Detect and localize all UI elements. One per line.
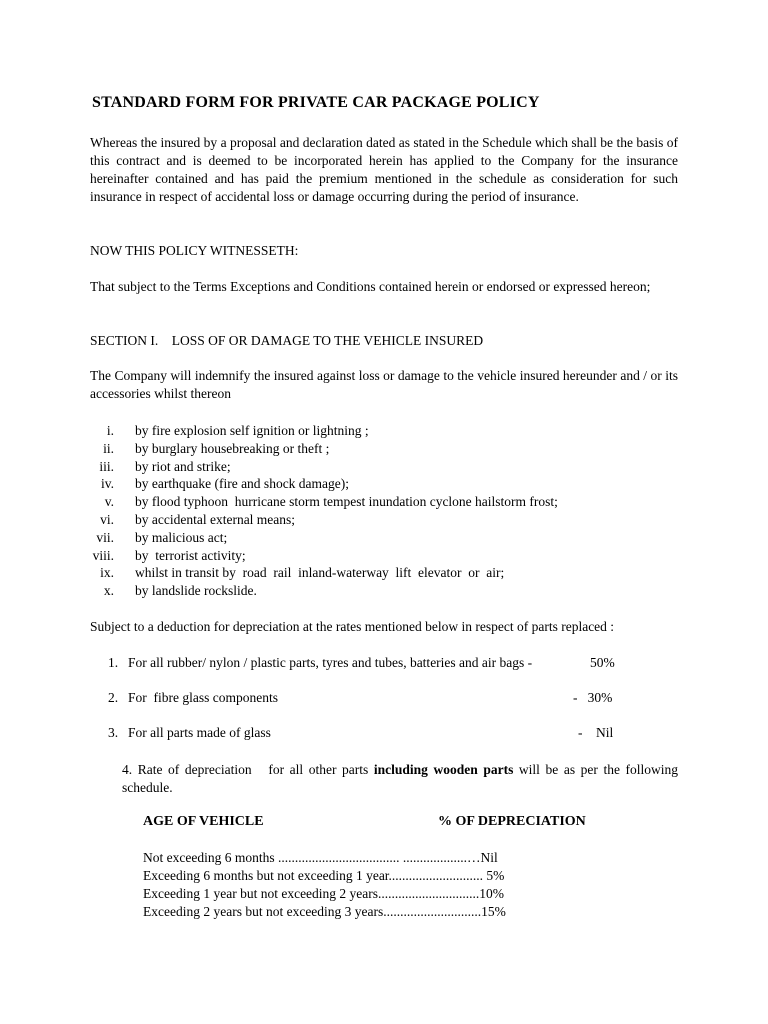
item-4-text: Rate of depreciation for all other parts <box>137 762 369 777</box>
list-item <box>90 422 650 440</box>
table-row: Exceeding 6 months but not exceeding 1 year............................ 5% <box>143 868 505 883</box>
depreciation-item <box>108 724 628 742</box>
list-text: by landslide rockslide. <box>135 583 257 599</box>
list-number: i. <box>106 423 114 438</box>
list-text: by malicious act; <box>135 529 228 545</box>
witnesseth-line: NOW THIS POLICY WITNESSETH: <box>90 243 299 258</box>
document-title: STANDARD FORM FOR PRIVATE CAR PACKAGE POLICY <box>92 94 540 111</box>
item-number: 1. <box>108 655 119 670</box>
list-number: viii. <box>92 547 114 563</box>
schedule-col-age: AGE OF VEHICLE <box>143 814 264 829</box>
list-item <box>90 547 650 565</box>
list-number: v. <box>104 494 114 510</box>
list-number: iii. <box>99 458 114 474</box>
item-rate: - 30% <box>573 690 613 705</box>
item-text: For all parts made of glass <box>128 725 271 740</box>
item-text: For all rubber/ nylon / plastic parts, tyres and tubes, batteries and air bags - <box>128 655 533 670</box>
list-text: by accidental external means; <box>135 511 296 527</box>
item-4-paragraph <box>122 761 678 797</box>
item-text: For fibre glass components <box>128 690 278 705</box>
list-text: by burglary housebreaking or theft ; <box>135 440 330 456</box>
item-number: 4. <box>122 762 133 777</box>
list-text: by riot and strike; <box>135 458 231 474</box>
list-number: ii. <box>103 440 114 456</box>
list-item <box>90 511 650 529</box>
section-heading: SECTION I. LOSS OF OR DAMAGE TO THE VEHICLE INSURED <box>90 333 484 348</box>
table-row: Not exceeding 6 months .................................... ...................…Nil <box>143 850 498 865</box>
perils-list <box>90 422 650 600</box>
list-number: vi. <box>100 511 114 527</box>
list-number: ix. <box>100 565 114 581</box>
list-text: by earthquake (fire and shock damage); <box>135 476 350 492</box>
list-text: whilst in transit by road rail inland-waterway lift elevator or air; <box>135 565 505 581</box>
list-text: by terrorist activity; <box>135 547 246 563</box>
depreciation-item <box>108 689 628 707</box>
list-number: vii. <box>96 529 114 545</box>
depreciation-item <box>108 654 628 672</box>
list-number: iv. <box>101 476 114 492</box>
list-item <box>90 475 650 493</box>
table-row: Exceeding 2 years but not exceeding 3 years.............................15% <box>143 904 506 919</box>
depreciation-schedule <box>143 849 573 921</box>
item-4-bold-text: including wooden parts <box>373 762 514 777</box>
list-item <box>90 529 650 547</box>
item-4-text-end: will be as per the following schedule. <box>122 762 679 795</box>
item-number: 2. <box>108 690 119 705</box>
item-number: 3. <box>108 725 119 740</box>
list-item <box>90 493 650 511</box>
list-number: x. <box>103 583 114 599</box>
list-text: by flood typhoon hurricane storm tempest inundation cyclone hailstorm frost; <box>135 494 558 510</box>
list-item <box>90 582 650 600</box>
subject-terms-paragraph: That subject to the Terms Exceptions and Conditions contained herein or endorsed or expressed hereon; <box>90 279 651 294</box>
depreciation-intro: Subject to a deduction for depreciation at the rates mentioned below in respect of parts replaced : <box>90 619 615 634</box>
item-rate: 50% <box>590 655 615 670</box>
schedule-col-depreciation: % OF DEPRECIATION <box>438 814 586 829</box>
list-item <box>90 440 650 458</box>
preamble-paragraph: Whereas the insured by a proposal and declaration dated as stated in the Schedule which shall be the basis of this contract and is deemed to be incorporated herein has applied to the Company for the insurance hereinafter contained and has paid the premium mentioned in the schedule as consideration for such insurance in respect of accidental loss or damage occurring during the period of insurance. <box>90 135 678 204</box>
item-rate: - Nil <box>578 725 614 740</box>
indemnify-paragraph: The Company will indemnify the insured against loss or damage to the vehicle insured hereunder and / or its accessories whilst thereon <box>90 368 678 401</box>
list-item <box>90 458 650 476</box>
list-item <box>90 564 650 582</box>
list-text: by fire explosion self ignition or lightning ; <box>135 423 369 438</box>
table-row: Exceeding 1 year but not exceeding 2 years..............................10% <box>143 886 505 901</box>
